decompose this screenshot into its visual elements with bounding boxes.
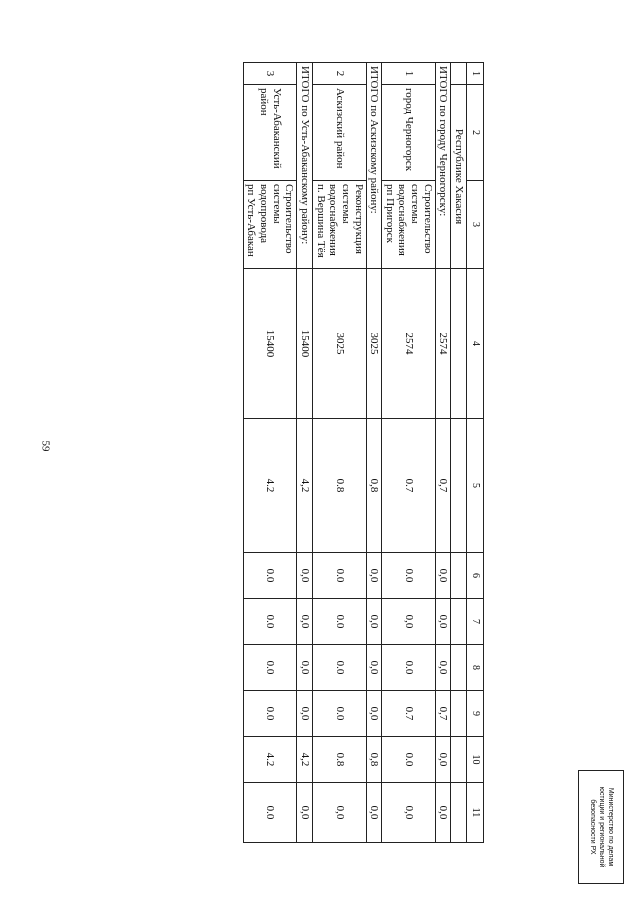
total-value: 0,7 — [435, 691, 451, 737]
total-value: 2574 — [435, 269, 451, 419]
row-value: 0,0 — [382, 783, 436, 843]
row-value: 0.0 — [312, 645, 366, 691]
total-value: 0,0 — [366, 783, 382, 843]
total-row — [366, 63, 382, 843]
row-number: 3 — [243, 63, 297, 85]
header-cell: 1 — [467, 63, 484, 85]
total-value: 3025 — [366, 269, 382, 419]
total-value: 0,8 — [366, 737, 382, 783]
row-value: 0,0 — [312, 783, 366, 843]
table-row — [312, 63, 366, 843]
table-row — [243, 63, 297, 843]
row-value: 0.8 — [312, 737, 366, 783]
project-description: Строительство системы водопровода рп Усть-Абакан — [243, 181, 297, 269]
total-value: 0,0 — [297, 783, 313, 843]
row-value: 0.0 — [382, 553, 436, 599]
row-value: 4.2 — [243, 419, 297, 553]
project-description: Реконструкция системы водоснабжения п. Вершина Тёя — [312, 181, 366, 269]
row-value: 0.0 — [243, 553, 297, 599]
header-cell: 9 — [467, 691, 484, 737]
row-value: 0.7 — [382, 691, 436, 737]
total-value: 0,0 — [297, 691, 313, 737]
row-value: 0.0 — [312, 553, 366, 599]
header-cell: 4 — [467, 269, 484, 419]
total-value: 0,0 — [366, 691, 382, 737]
data-table — [243, 62, 484, 843]
total-value: 0,0 — [297, 599, 313, 645]
row-value: 0.0 — [243, 599, 297, 645]
total-row — [297, 63, 313, 843]
table-row — [382, 63, 436, 843]
municipality-name: Аскизский район — [312, 85, 366, 181]
total-label: ИТОГО по городу Черногорску: — [435, 63, 451, 269]
row-value: 0.0 — [312, 691, 366, 737]
row-value: 0.0 — [312, 599, 366, 645]
row-number: 1 — [382, 63, 436, 85]
row-value: 4.2 — [243, 737, 297, 783]
row-value: 0.0 — [243, 645, 297, 691]
row-value: 0.0 — [382, 737, 436, 783]
total-value: 0,0 — [435, 599, 451, 645]
total-value: 4,2 — [297, 737, 313, 783]
header-cell: 11 — [467, 783, 484, 843]
header-cell: 6 — [467, 553, 484, 599]
total-value: 4,2 — [297, 419, 313, 553]
total-row — [435, 63, 451, 843]
total-value: 0,0 — [366, 553, 382, 599]
header-cell: 10 — [467, 737, 484, 783]
header-cell: 2 — [467, 85, 484, 181]
total-value: 0,0 — [366, 645, 382, 691]
row-number: 2 — [312, 63, 366, 85]
stamp-line: юстиции и региональной — [598, 786, 606, 868]
row-value: 3025 — [312, 269, 366, 419]
total-value: 0,0 — [435, 737, 451, 783]
stamp-line: безопасности РХ — [589, 799, 597, 855]
stamp-text — [588, 773, 614, 881]
row-value: 0.7 — [382, 419, 436, 553]
stamp-line: Министерство по делам — [607, 787, 615, 867]
rotated-table-wrapper — [245, 62, 484, 842]
total-label: ИТОГО по Аскизскому району: — [366, 63, 382, 269]
total-value: 0,0 — [297, 645, 313, 691]
region-row — [451, 63, 467, 843]
row-value: 2574 — [382, 269, 436, 419]
row-value: 0.0 — [243, 783, 297, 843]
municipality-name: город Черногорск — [382, 85, 436, 181]
total-value: 0,0 — [366, 599, 382, 645]
project-description: Строительство системы водоснабжения рп Пригорск — [382, 181, 436, 269]
total-value: 15400 — [297, 269, 313, 419]
total-value: 0,0 — [297, 553, 313, 599]
total-value: 0,8 — [366, 419, 382, 553]
header-cell: 3 — [467, 181, 484, 269]
total-label: ИТОГО по Усть-Абаканскому району: — [297, 63, 313, 269]
total-value: 0,7 — [435, 419, 451, 553]
header-cell: 7 — [467, 599, 484, 645]
header-row — [467, 63, 484, 843]
row-value: 0,0 — [382, 599, 436, 645]
ministry-stamp — [578, 770, 624, 884]
header-cell: 8 — [467, 645, 484, 691]
total-value: 0,0 — [435, 645, 451, 691]
total-value: 0,0 — [435, 553, 451, 599]
municipality-name: Усть-Абаканский район — [243, 85, 297, 181]
row-value: 15400 — [243, 269, 297, 419]
header-cell: 5 — [467, 419, 484, 553]
row-value: 0.8 — [312, 419, 366, 553]
row-value: 0.0 — [243, 691, 297, 737]
row-value: 0.0 — [382, 645, 436, 691]
total-value: 0,0 — [435, 783, 451, 843]
page-number: 59 — [39, 440, 52, 452]
region-label: Республике Хакасия — [451, 85, 467, 269]
